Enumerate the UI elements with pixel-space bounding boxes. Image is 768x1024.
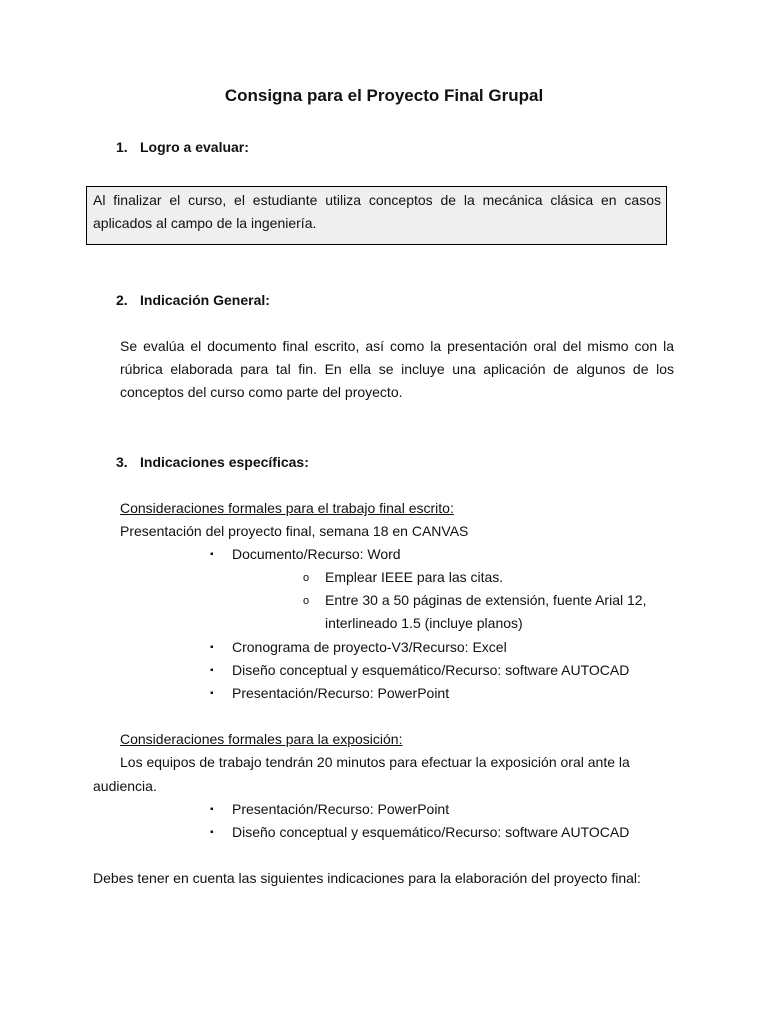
list-item-text: Diseño conceptual y esquemático/Recurso: software AUTOCAD — [232, 662, 630, 678]
oral-paragraph-line-2: audiencia. — [93, 778, 157, 794]
closing-sentence: Debes tener en cuenta las siguientes indicaciones para la elaboración del proyecto final: — [93, 870, 641, 886]
oral-paragraph-line-1: Los equipos de trabajo tendrán 20 minutos para efectuar la exposición oral ante la — [120, 754, 630, 770]
list-item-text: Presentación/Recurso: PowerPoint — [232, 801, 450, 817]
sub-list-item-text: Emplear IEEE para las citas. — [325, 569, 504, 585]
list-item — [210, 662, 629, 678]
section-2-heading — [116, 292, 270, 308]
oral-considerations-subheading: Consideraciones formales para la exposición: — [120, 731, 403, 747]
list-item — [210, 639, 507, 655]
sub-list-item-continuation: interlineado 1.5 (incluye planos) — [325, 615, 523, 631]
learning-goal-text: Al finalizar el curso, el estudiante utiliza conceptos de la mecánica clásica en casos aplicados al campo de la ingeniería. — [93, 192, 661, 231]
written-considerations-subheading: Consideraciones formales para el trabajo final escrito: — [120, 500, 454, 516]
sub-list-item — [303, 569, 503, 585]
square-bullet-icon: ▪ — [210, 688, 214, 699]
written-intro: Presentación del proyecto final, semana 18 en CANVAS — [120, 523, 469, 539]
list-item-text: Cronograma de proyecto-V3/Recurso: Excel — [232, 639, 507, 655]
square-bullet-icon: ▪ — [210, 549, 214, 560]
section-3-heading — [116, 454, 309, 470]
list-item-text: Documento/Recurso: Word — [232, 546, 401, 562]
list-item-text: Presentación/Recurso: PowerPoint — [232, 685, 450, 701]
section-2-number: 2. — [116, 292, 128, 308]
square-bullet-icon: ▪ — [210, 642, 214, 653]
section-1-title: Logro a evaluar: — [140, 139, 249, 155]
square-bullet-icon: ▪ — [210, 804, 214, 815]
general-indication-paragraph: Se evalúa el documento final escrito, así como la presentación oral del mismo con la rúbrica elaborada para tal fin. En ella se incluye una aplicación de algunos de los conceptos del curso como parte del proyecto. — [120, 338, 674, 400]
section-1-number: 1. — [116, 139, 128, 155]
section-3-number: 3. — [116, 454, 128, 470]
list-item — [210, 685, 449, 701]
list-item — [210, 546, 401, 562]
sub-list-item — [303, 592, 646, 608]
list-item — [210, 801, 449, 817]
square-bullet-icon: ▪ — [210, 827, 214, 838]
page-title: Consigna para el Proyecto Final Grupal — [224, 86, 544, 105]
list-item — [210, 824, 629, 840]
list-item-text: Diseño conceptual y esquemático/Recurso: software AUTOCAD — [232, 824, 630, 840]
circle-bullet-icon: o — [303, 572, 310, 584]
section-1-heading — [116, 139, 249, 155]
section-3-title: Indicaciones específicas: — [140, 454, 309, 470]
circle-bullet-icon: o — [303, 595, 310, 607]
square-bullet-icon: ▪ — [210, 665, 214, 676]
section-2-title: Indicación General: — [140, 292, 270, 308]
sub-list-item-text: Entre 30 a 50 páginas de extensión, fuente Arial 12, — [325, 592, 647, 608]
